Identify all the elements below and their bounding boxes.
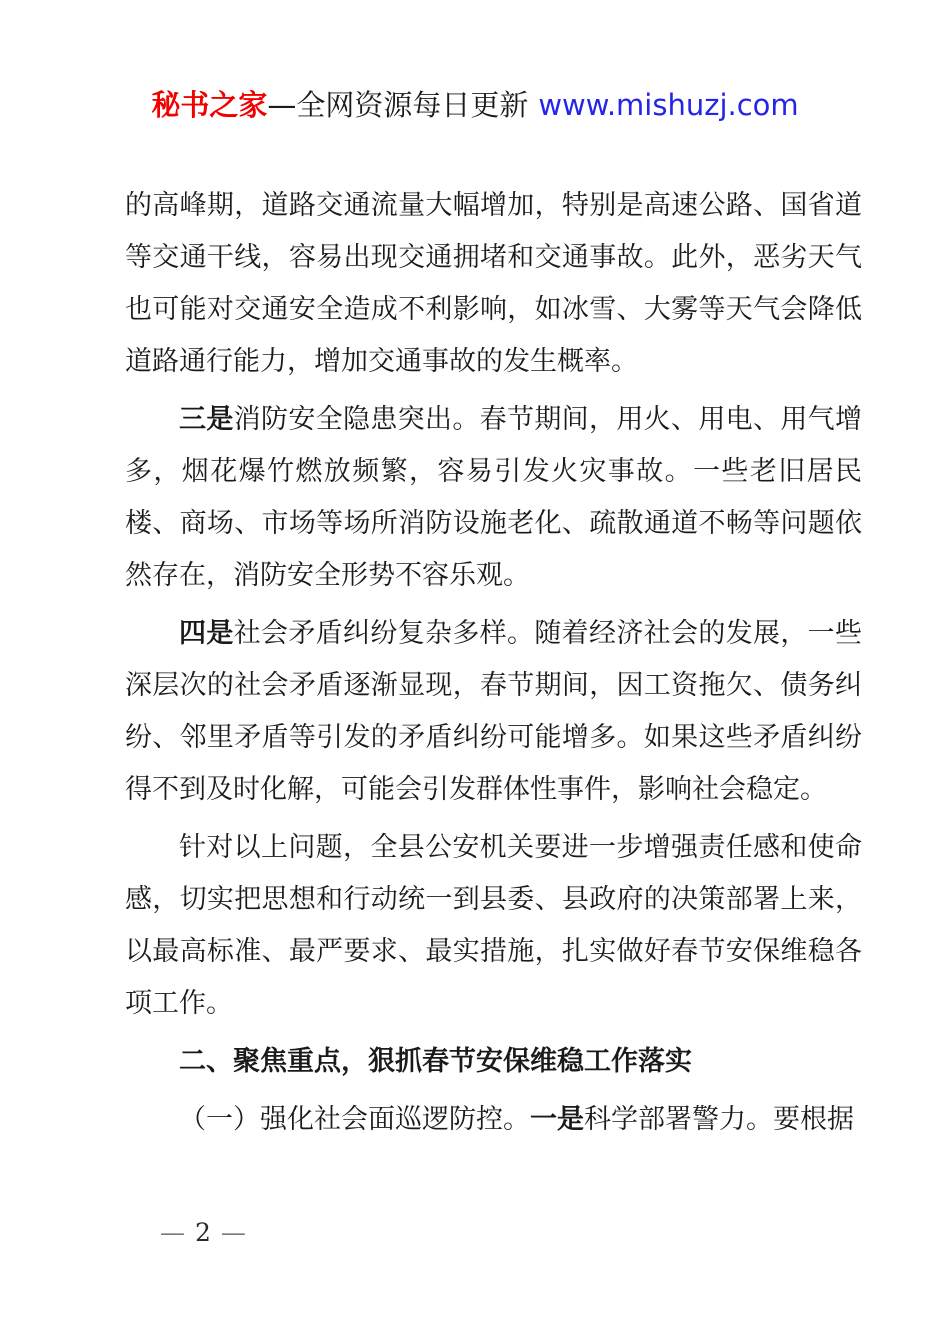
footer-dash-right: —: [220, 1218, 246, 1247]
bold-run: 一是: [530, 1104, 584, 1135]
tagline-text: —全网资源每日更新: [267, 88, 529, 122]
section-heading: [125, 1036, 862, 1088]
bold-run: 四是: [179, 618, 234, 649]
page-footer: [160, 1218, 246, 1248]
paragraph: [125, 608, 862, 816]
paragraph: [125, 180, 862, 388]
text-run: （一）强化社会面巡逻防控。: [179, 1104, 530, 1135]
text-run: 科学部署警力。要根据: [584, 1104, 854, 1135]
paragraph: [125, 822, 862, 1030]
footer-dash-left: —: [160, 1218, 185, 1247]
text-run: 的高峰期，道路交通流量大幅增加，特别是高速公路、国省道等交通干线，容易出现交通拥堵和交通事故。此外，恶劣天气也可能对交通安全造成不利影响，如冰雪、大雾等天气会降低道路通行能力，增加交通事故的发生概率。: [125, 190, 862, 377]
site-url-link[interactable]: www.mishuzj.com: [538, 88, 799, 122]
brand-text: 秘书之家: [151, 88, 268, 122]
document-body: [125, 180, 862, 1152]
text-run: 消防安全隐患突出。春节期间，用火、用电、用气增多，烟花爆竹燃放频繁，容易引发火灾事故。一些老旧居民楼、商场、市场等场所消防设施老化、疏散通道不畅等问题依然存在，消防安全形势不容乐观。: [125, 404, 863, 591]
paragraph: [125, 394, 862, 602]
footer-page-number: 2: [195, 1218, 211, 1247]
text-run: 二、聚焦重点，狠抓春节安保维稳工作落实: [179, 1046, 692, 1077]
paragraph: [125, 1094, 862, 1146]
text-run: 社会矛盾纠纷复杂多样。随着经济社会的发展，一些深层次的社会矛盾逐渐显现，春节期间，因工资拖欠、债务纠纷、邻里矛盾等引发的矛盾纠纷可能增多。如果这些矛盾纠纷得不到及时化解，可能会引发群体性事件，影响社会稳定。: [125, 618, 863, 805]
header-banner: [0, 86, 950, 124]
bold-run: 三是: [179, 404, 234, 435]
text-run: 针对以上问题，全县公安机关要进一步增强责任感和使命感，切实把思想和行动统一到县委、县政府的决策部署上来，以最高标准、最严要求、最实措施，扎实做好春节安保维稳各项工作。: [125, 832, 862, 1019]
